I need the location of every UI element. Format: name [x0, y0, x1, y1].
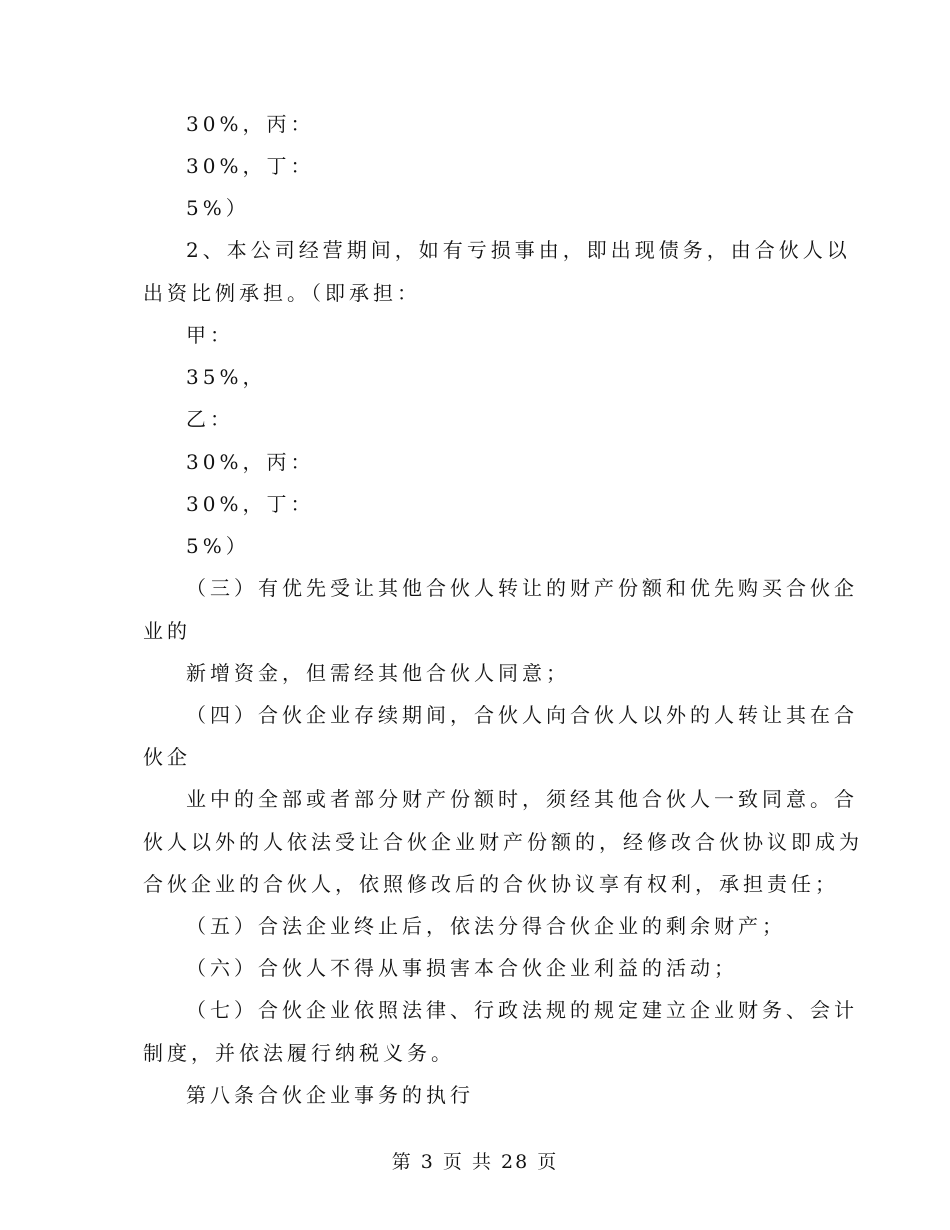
text-line: 甲：: [186, 323, 234, 347]
text-line: 30%，丙：: [186, 112, 315, 136]
text-line: 合伙企业的合伙人，依照修改后的合伙协议享有权利，承担责任；: [143, 872, 839, 896]
text-line: 30%，丙：: [186, 450, 315, 474]
text-line: 30%，丁：: [186, 492, 315, 516]
text-line: 业的: [143, 619, 191, 643]
text-line: （三）有优先受让其他合伙人转让的财产份额和优先购买合伙企: [186, 576, 858, 600]
text-line: 新增资金，但需经其他合伙人同意；: [186, 661, 570, 685]
text-line: 制度，并依法履行纳税义务。: [143, 1041, 455, 1065]
text-line: 2、本公司经营期间，如有亏损事由，即出现债务，由合伙人以: [186, 238, 851, 262]
text-line: （六）合伙人不得从事损害本合伙企业利益的活动；: [186, 956, 738, 980]
text-line: 5%）: [186, 196, 250, 220]
text-line: 伙人以外的人依法受让合伙企业财产份额的，经修改合伙协议即成为: [143, 830, 863, 854]
text-line: （五）合法企业终止后，依法分得合伙企业的剩余财产；: [186, 914, 786, 938]
page-number-footer: 第 3 页 共 28 页: [391, 1151, 559, 1173]
text-line: （四）合伙企业存续期间，合伙人向合伙人以外的人转让其在合: [186, 703, 858, 727]
text-line: 乙：: [186, 407, 234, 431]
text-line: 伙企: [143, 745, 191, 769]
text-line: 出资比例承担。（即承担：: [143, 281, 421, 305]
text-line: 30%，丁：: [186, 154, 315, 178]
section-heading: 第八条合伙企业事务的执行: [186, 1083, 474, 1107]
text-line: （七）合伙企业依照法律、行政法规的规定建立企业财务、会计: [186, 998, 858, 1022]
text-line: 35%，: [186, 365, 267, 389]
text-line: 5%）: [186, 534, 250, 558]
text-line: 业中的全部或者部分财产份额时，须经其他合伙人一致同意。合: [186, 787, 858, 811]
